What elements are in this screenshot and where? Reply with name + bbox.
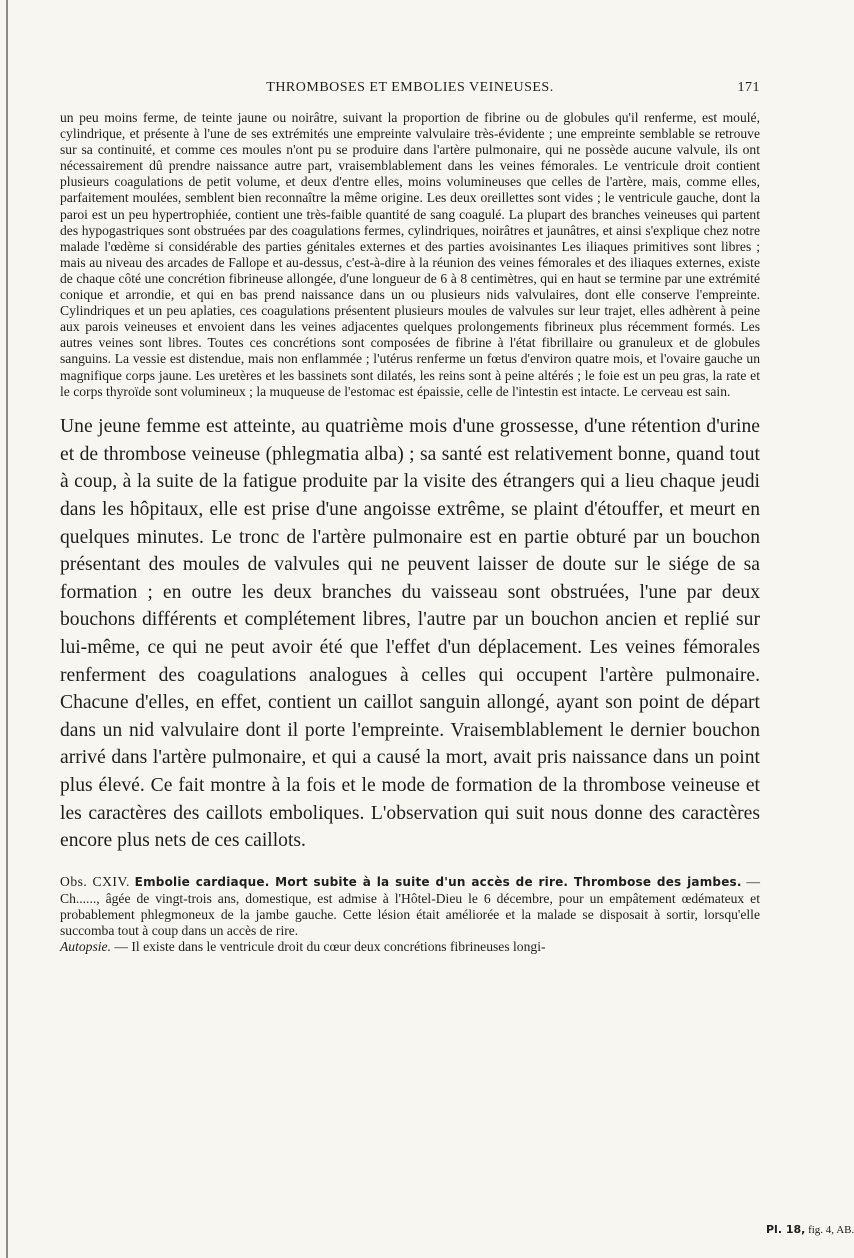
figure-number: fig. 4, AB. bbox=[808, 1224, 854, 1236]
plate-number: Pl. 18, bbox=[766, 1223, 806, 1236]
scan-edge-line bbox=[6, 0, 8, 1258]
autopsy-label: Autopsie. bbox=[60, 939, 111, 955]
autopsy-continuation-paragraph: un peu moins ferme, de teinte jaune ou noirâtre, suivant la proportion de fibrine ou de globules qu'il renferme, est moulé, cylindrique, et présente à l'une de ses extrémités une empreinte valvulaire très-évidente ; une empreinte semblable se retrouve sur sa continuité, et comme ces moules n'ont pu se produire dans l'artère pulmonaire, qui ne possède aucune valvule, ils ont nécessairement dû prendre naissance autre part, vraisemblablement dans les veines fémorales. Le ventricule droit contient plusieurs coagulations de petit volume, et deux d'entre elles, moins volumineuses que celles de l'artère, mais, comme elles, parfaitement moulées, semblent bien reconnaître la même origine. Les deux oreillettes sont vides ; le ventricule gauche, dont la paroi est un peu hypertrophiée, contient une très-faible quantité de sang coagulé. La plupart des branches veineuses qui partent des hypogastriques sont obstruées par des coagulations fermes, cylindriques, noirâtres et jaunâtres, et ainsi s'explique chez notre malade l'œdème si considérable des parties génitales externes et des parties avoisinantes Les iliaques primitives sont libres ; mais au niveau des arcades de Fallope et au-dessus, c'est-à-dire à la réunion des veines fémorales et des iliaques externes, existe de chaque côté une concrétion fibrineuse allongée, d'une longueur de 6 à 8 centimètres, qui en haut se termine par une extrémité conique et arrondie, et qui en bas prend naissance dans un ou plusieurs nids valvulaires, dont elle conserve l'empreinte. Cylindriques et un peu aplaties, ces coagulations présentent plusieurs moules de valvules sur leur trajet, elles adhèrent à peine aux parois veineuses et envoient dans les veines adjacentes quelques prolongements fibrineux plus récemment formés. Les autres veines sont libres. Toutes ces concrétions sont composées de fibrine à l'état fibrillaire ou granuleux et de globules sanguins. La vessie est distendue, mais non enflammée ; l'utérus renferme un fœtus d'environ quatre mois, et l'ovaire gauche un magnifique corps jaune. Les uretères et les bassinets sont dilatés, les reins sont à peine altérés ; le foie est un peu gras, la rate et le corps thyroïde sont volumineux ; la muqueuse de l'estomac est épaissie, celle de l'intestin est intacte. Le cerveau est sain. bbox=[60, 110, 760, 399]
running-title: THROMBOSES ET EMBOLIES VEINEUSES. bbox=[266, 80, 554, 95]
observation-title: Embolie cardiaque. Mort subite à la suite d'un accès de rire. Thrombose des jambes. bbox=[134, 875, 742, 890]
page-number: 171 bbox=[737, 80, 760, 95]
observation-label: Obs. CXIV. bbox=[60, 874, 130, 890]
observation-text: — Ch......, âgée de vingt-trois ans, domestique, est admise à l'Hôtel-Dieu le 6 décembre, pour un empâtement œdémateux et probablement phlegmoneux de la jambe gauche. Cette lésion était améliorée et la malade se disposait à sortir, lorsqu'elle succomba tout à coup dans un accès de rire. bbox=[60, 874, 760, 938]
observation-cxiv bbox=[60, 874, 760, 955]
book-page bbox=[60, 80, 760, 969]
commentary-paragraph: Une jeune femme est atteinte, au quatrième mois d'une grossesse, d'une rétention d'urine et de thrombose veineuse (phlegmatia alba) ; sa santé est relativement bonne, quand tout à coup, à la suite de la fatigue produite par la visite des étrangers qui a lieu chaque jeudi dans les hôpitaux, elle est prise d'une angoisse extrême, se plaint d'étouffer, et meurt en quelques minutes. Le tronc de l'artère pulmonaire est en partie obturé par un bouchon présentant des moules de valvules qui ne peuvent laisser de doute sur le siége de sa formation ; en outre les deux branches du vaisseau sont obstruées, l'une par deux bouchons différents et complétement libres, l'autre par un bouchon ancien et replié sur lui-même, ce qui ne peut avoir été que l'effet d'un déplacement. Les veines fémorales renferment des coagulations analogues à celles qui occupent l'artère pulmonaire. Chacune d'elles, en effet, contient un caillot sanguin allongé, ayant son point de départ dans un nid valvulaire dont il porte l'empreinte. Vraisemblablement le dernier bouchon arrivé dans l'artère pulmonaire, et qui a causé la mort, avait pris naissance dans un point plus élevé. Ce fait montre à la fois et le mode de formation de la thrombose veineuse et les caractères des caillots emboliques. L'observation qui suit nous donne des caractères encore plus nets de ces caillots. bbox=[60, 416, 760, 852]
page-header bbox=[60, 80, 760, 104]
plate-reference bbox=[766, 1223, 854, 1236]
autopsy-text: — Il existe dans le ventricule droit du cœur deux concrétions fibrineuses longi- bbox=[114, 939, 546, 955]
